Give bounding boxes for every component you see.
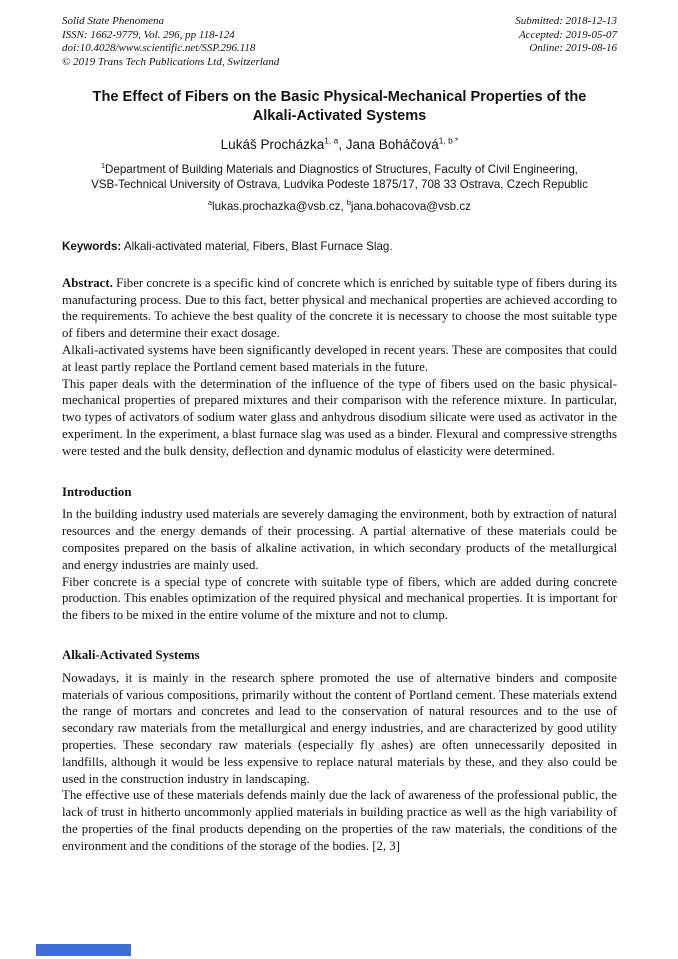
author-emails	[62, 199, 617, 214]
abstract-paragraph-3: This paper deals with the determination of the influence of the type of fibers used on the basic physical-mechanical properties of prepared mixtures and their comparison with the reference mixture. In particular, two types of activators of sodium water glass and anhydrous disodium silicate were used as activator in the experiment. In the experiment, a blast furnace slag was used as a binder. Flexural and compressive strengths were tested and the bulk density, deflection and dynamic modulus of elasticity were determined.	[62, 376, 617, 458]
author-name-2: Jana Boháčová	[345, 136, 439, 152]
affiliation-line1	[62, 162, 617, 177]
email-address-a: lukas.prochazka@vsb.cz	[212, 199, 341, 213]
submitted-date: Submitted: 2018-12-13	[515, 15, 617, 27]
affiliation-line2: VSB-Technical University of Ostrava, Ludvika Podeste 1875/17, 708 33 Ostrava, Czech Republic	[91, 177, 588, 191]
journal-info	[62, 15, 279, 69]
alkali-activated-paragraph-1: Nowadays, it is mainly in the research sphere promoted the use of alternative binders and composite materials of various compositions, primarily without the content of Portland cement. These materials extend the range of mortars and concretes and lead to the conservation of natural resources and to the use of secondary raw materials from the metallurgical and energy industries, and are characterized by good utility properties. These secondary raw materials (especially fly ashes) are often unnecessarily deposited in landfills, although it would be less expensive to replace natural materials by these, and they also could be used in the construction industry in landscaping.	[62, 670, 617, 786]
keywords-text: Alkali-activated material, Fibers, Blast Furnace Slag.	[121, 239, 393, 253]
author-affil-mark-1: 1, a	[324, 135, 339, 146]
online-date: Online: 2019-08-16	[529, 42, 617, 54]
section-heading-alkali-activated-systems: Alkali-Activated Systems	[62, 647, 200, 662]
author-affil-mark-2: 1, b *	[438, 135, 459, 146]
accepted-date: Accepted: 2019-05-07	[518, 28, 617, 41]
email-address-b: jana.bohacova@vsb.cz	[350, 199, 471, 213]
submission-dates	[515, 15, 617, 69]
journal-copyright: © 2019 Trans Tech Publications Ltd, Switzerland	[62, 55, 280, 68]
affiliation-line1-text: Department of Building Materials and Diagnostics of Structures, Faculty of Civil Engineering,	[105, 162, 578, 176]
affiliation	[62, 162, 617, 192]
email-mark-b: b	[346, 197, 351, 207]
footer-blue-bar	[36, 944, 131, 956]
emails-separator: ,	[340, 199, 347, 213]
paper-title	[62, 88, 617, 126]
email-mark-a: a	[208, 197, 213, 207]
affiliation-mark: 1	[101, 160, 105, 170]
alkali-activated-paragraph-2: The effective use of these materials defends mainly due the lack of awareness of the professional public, the lack of trust in hitherto uncommonly applied materials in building practice as well as the high variability of the properties of the final products depending on the properties of the raw materials, the conditions of the environment and the conditions of the storage of the bodies. [2, 3]	[62, 788, 617, 853]
authors-line	[62, 136, 617, 153]
abstract-paragraph-2: Alkali-activated systems have been significantly developed in recent years. These are composites that could at least partly replace the Portland cement based materials in the future.	[62, 342, 617, 374]
journal-doi: doi:10.4028/www.scientific.net/SSP.296.118	[62, 42, 256, 54]
section-heading-introduction: Introduction	[62, 484, 132, 499]
keywords-line	[62, 239, 617, 254]
journal-name: Solid State Phenomena	[62, 15, 165, 27]
paper-title-line2: Alkali-Activated Systems	[252, 108, 427, 124]
introduction-paragraph-2: Fiber concrete is a special type of concrete with suitable type of fibers, which are added during concrete production. This enables optimization of the required physical and mechanical properties. It is important for the fibers to be mixed in the entire volume of the mixture and not to clump.	[62, 574, 617, 623]
abstract-block	[62, 275, 617, 460]
abstract-paragraph-1-text: Fiber concrete is a specific kind of concrete which is enriched by suitable type of fibers during its manufacturing process. Due to this fact, better physical and mechanical properties are achieved according to the requirements. To achieve the best quality of the concrete it is necessary to choose the most suitable type of fibers and determine their exact dosage.	[62, 275, 617, 341]
paper-body	[62, 275, 617, 855]
introduction-paragraph-1: In the building industry used materials are severely damaging the environment, both by extraction of natural resources and the energy demands of their processing. A partial alternative of these materials could be composites prepared on the basis of alkaline activation, in which secondary products of the metallurgical and energy industries are mainly used.	[62, 507, 617, 572]
keywords-label: Keywords:	[62, 239, 122, 253]
abstract-label: Abstract.	[62, 275, 113, 290]
journal-header	[62, 15, 617, 69]
journal-issn-volume: ISSN: 1662-9779, Vol. 296, pp 118-124	[62, 28, 235, 41]
paper-title-line1: The Effect of Fibers on the Basic Physical-Mechanical Properties of the	[92, 89, 587, 105]
author-name-1: Lukáš Procházka	[220, 136, 325, 152]
authors-separator: ,	[338, 136, 346, 152]
abstract-paragraph-1	[62, 275, 617, 342]
